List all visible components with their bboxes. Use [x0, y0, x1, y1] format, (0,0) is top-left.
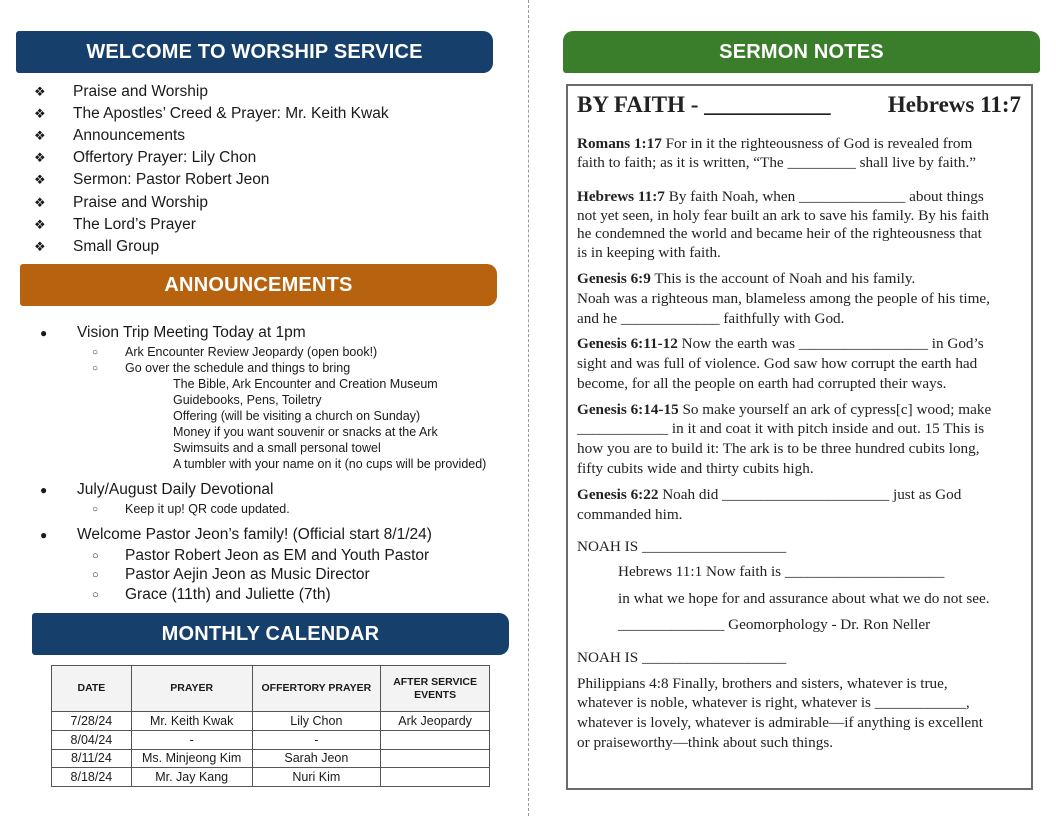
note-text: whatever is lovely, whatever is admirable—if anything is excellent	[577, 714, 983, 731]
sub-item	[92, 585, 520, 605]
list-item-text: Praise and Worship	[73, 83, 208, 101]
note-text: NOAH IS ___________________	[577, 649, 787, 666]
dot-icon: ●	[40, 326, 48, 340]
note-line	[577, 734, 833, 752]
list-item-text: Praise and Worship	[73, 193, 208, 211]
note-text: and he _____________ faithfully with God.	[577, 310, 845, 327]
table-cell: 8/11/24	[52, 749, 132, 768]
table-cell: Sarah Jeon	[252, 749, 381, 768]
bullet-icon: ❖	[34, 216, 46, 232]
note-text: This is the account of Noah and his family.	[650, 270, 916, 287]
note-text: NOAH IS ___________________	[577, 538, 787, 555]
note-line	[577, 270, 915, 288]
announcements-banner	[20, 264, 497, 306]
circle-icon: ○	[92, 362, 99, 374]
sub-item-text: Grace (11th) and Juliette (7th)	[125, 585, 331, 603]
sub-item-text: Ark Encounter Review Jeopardy (open book!)	[125, 345, 378, 359]
table-cell: Mr. Jay Kang	[131, 768, 252, 787]
bullet-icon: ❖	[34, 172, 46, 188]
note-line	[577, 538, 786, 556]
note-text: faith to faith; as it is written, “The _________ shall live by faith.”	[577, 154, 977, 171]
table-cell: Nuri Kim	[252, 768, 381, 787]
table-cell: Ms. Minjeong Kim	[131, 749, 252, 768]
note-line	[577, 225, 982, 243]
list-item	[34, 125, 389, 147]
table-cell: Lily Chon	[252, 712, 381, 731]
note-text: ______________ Geomorphology - Dr. Ron Neller	[618, 616, 931, 633]
note-text: For in it the righteousness of God is revealed from	[661, 135, 973, 152]
sub-item	[92, 344, 520, 360]
bullet-icon: ❖	[34, 84, 46, 100]
note-line	[577, 290, 990, 308]
table-cell: 7/28/24	[52, 712, 132, 731]
list-item	[34, 236, 389, 258]
note-text: he condemned the world and became heir of the righteousness that	[577, 225, 982, 242]
bullet-icon: ❖	[34, 238, 46, 254]
note-line	[577, 506, 682, 524]
note-line	[577, 310, 844, 328]
list-item	[34, 147, 389, 169]
note-text: ____________ in it and coat it with pitch inside and out. 15 This is	[577, 420, 985, 437]
note-text: By faith Noah, when ______________ about things	[664, 188, 984, 205]
circle-icon: ○	[92, 549, 99, 562]
header-prayer: PRAYER	[131, 666, 252, 712]
sermon-passage: Hebrews 11:7	[887, 92, 1021, 117]
note-text: Noah did ______________________ just as God	[658, 486, 962, 503]
announcements-title: ANNOUNCEMENTS	[164, 273, 353, 296]
note-text: or praiseworthy—think about such things.	[577, 734, 834, 751]
list-item	[34, 81, 389, 103]
bullet-icon: ❖	[34, 194, 46, 210]
note-line	[577, 244, 721, 262]
table-cell: -	[252, 730, 381, 749]
announcement-item	[40, 524, 520, 605]
note-line	[577, 694, 970, 712]
table-row	[52, 730, 490, 749]
list-item	[34, 169, 389, 191]
scripture-ref: Genesis 6:14-15	[577, 401, 679, 418]
table-header-row	[52, 666, 490, 712]
note-line	[577, 440, 980, 458]
list-item-text: Small Group	[73, 237, 160, 255]
note-text: So make yourself an ark of cypress[c] wood; make	[678, 401, 992, 418]
note-line	[577, 335, 984, 353]
note-line	[618, 616, 930, 634]
table-row	[52, 749, 490, 768]
circle-icon: ○	[92, 503, 99, 515]
note-text: Now the earth was _________________ in God’s	[677, 335, 984, 352]
packing-item: The Bible, Ark Encounter and Creation Museum	[173, 377, 438, 391]
note-text: Hebrews 11:1 Now faith is _____________________	[618, 563, 945, 580]
note-text: fifty cubits wide and thirty cubits high.	[577, 460, 814, 477]
sub-item	[92, 546, 520, 566]
sermon-notes-sheet	[566, 84, 1033, 790]
note-line	[577, 714, 983, 732]
sub-item-text: Pastor Aejin Jeon as Music Director	[125, 566, 370, 584]
announcement-text: July/August Daily Devotional	[77, 481, 274, 498]
sub-item	[92, 360, 520, 376]
table-cell: Mr. Keith Kwak	[131, 712, 252, 731]
announcement-item	[40, 479, 520, 517]
table-cell: 8/18/24	[52, 768, 132, 787]
welcome-banner	[16, 31, 493, 73]
table-cell	[381, 768, 490, 787]
table-cell	[381, 749, 490, 768]
scripture-ref: Genesis 6:22	[577, 486, 659, 503]
page-fold-divider	[528, 0, 529, 816]
sub-item	[92, 501, 520, 517]
sub-item	[92, 566, 520, 586]
monthly-calendar-table	[51, 665, 490, 787]
note-line	[618, 590, 990, 608]
order-of-service-list	[34, 81, 389, 258]
list-item-text: The Apostles’ Creed & Prayer: Mr. Keith Kwak	[73, 105, 389, 123]
note-line	[577, 154, 976, 172]
note-line	[577, 401, 991, 419]
sub-item-text: Go over the schedule and things to bring	[125, 361, 351, 375]
note-text: Philippians 4:8 Finally, brothers and sisters, whatever is true,	[577, 675, 948, 692]
note-line	[577, 375, 946, 393]
table-row	[52, 768, 490, 787]
note-text: Noah was a righteous man, blameless among the people of his time,	[577, 290, 990, 307]
note-text: become, for all the people on earth had corrupted their ways.	[577, 375, 947, 392]
circle-icon: ○	[92, 569, 99, 582]
note-line	[577, 355, 977, 373]
welcome-title: WELCOME TO WORSHIP SERVICE	[86, 40, 423, 63]
list-item-text: Announcements	[73, 127, 186, 145]
packing-item: A tumbler with your name on it (no cups will be provided)	[173, 457, 487, 471]
scripture-ref: Hebrews 11:7	[577, 188, 665, 205]
note-text: commanded him.	[577, 506, 683, 523]
note-text: not yet seen, in holy fear built an ark to save his family. By his faith	[577, 207, 989, 224]
note-line	[577, 486, 961, 504]
calendar-title: MONTHLY CALENDAR	[161, 622, 380, 645]
scripture-ref: Genesis 6:11-12	[577, 335, 678, 352]
note-text: whatever is noble, whatever is right, whatever is ____________,	[577, 694, 970, 711]
sub-item-text: Keep it up! QR code updated.	[125, 502, 290, 516]
sub-item-text: Pastor Robert Jeon as EM and Youth Pastor	[125, 546, 430, 564]
table-cell: Ark Jeopardy	[381, 712, 490, 731]
dot-icon: ●	[40, 528, 48, 542]
list-item-text: Offertory Prayer: Lily Chon	[73, 149, 257, 167]
header-after-service-events: AFTER SERVICE EVENTS	[381, 666, 490, 712]
list-item-text: The Lord’s Prayer	[73, 215, 196, 233]
note-text: sight and was full of violence. God saw how corrupt the earth had	[577, 355, 978, 372]
note-line	[577, 420, 984, 438]
bullet-icon: ❖	[34, 106, 46, 122]
table-cell	[381, 730, 490, 749]
sermon-title: BY FAITH - ___________	[577, 92, 831, 117]
note-text: in what we hope for and assurance about what we do not see.	[618, 590, 990, 607]
header-date: DATE	[52, 666, 132, 712]
list-item-text: Sermon: Pastor Robert Jeon	[73, 171, 270, 189]
sermon-notes-banner	[563, 31, 1040, 73]
packing-item: Money if you want souvenir or snacks at the Ark	[173, 425, 438, 439]
list-item	[34, 103, 389, 125]
announcement-text: Vision Trip Meeting Today at 1pm	[77, 324, 306, 341]
list-item	[34, 191, 389, 213]
announcement-text: Welcome Pastor Jeon’s family! (Official start 8/1/24)	[77, 526, 432, 543]
circle-icon: ○	[92, 588, 99, 601]
packing-item: Guidebooks, Pens, Toiletry	[173, 393, 322, 407]
scripture-ref: Romans 1:17	[577, 135, 662, 152]
bullet-icon: ❖	[34, 128, 46, 144]
note-text: how you are to build it: The ark is to be three hundred cubits long,	[577, 440, 980, 457]
packing-item: Offering (will be visiting a church on Sunday)	[173, 409, 421, 423]
circle-icon: ○	[92, 346, 99, 358]
bullet-icon: ❖	[34, 150, 46, 166]
dot-icon: ●	[40, 483, 48, 497]
scripture-ref: Genesis 6:9	[577, 270, 651, 287]
table-row	[52, 712, 490, 731]
calendar-banner	[32, 613, 509, 655]
list-item	[34, 214, 389, 236]
header-offertory-prayer: OFFERTORY PRAYER	[252, 666, 381, 712]
announcement-item	[40, 322, 520, 472]
note-line	[577, 188, 984, 206]
packing-item: Swimsuits and a small personal towel	[173, 441, 381, 455]
table-cell: -	[131, 730, 252, 749]
note-line	[577, 135, 972, 153]
note-line	[618, 563, 944, 581]
sermon-notes-title: SERMON NOTES	[719, 40, 884, 63]
note-line	[577, 207, 989, 225]
table-cell: 8/04/24	[52, 730, 132, 749]
note-line	[577, 675, 948, 693]
note-line	[577, 649, 786, 667]
note-line	[577, 460, 814, 478]
note-text: is in keeping with faith.	[577, 244, 721, 261]
announcements-list	[40, 322, 520, 605]
